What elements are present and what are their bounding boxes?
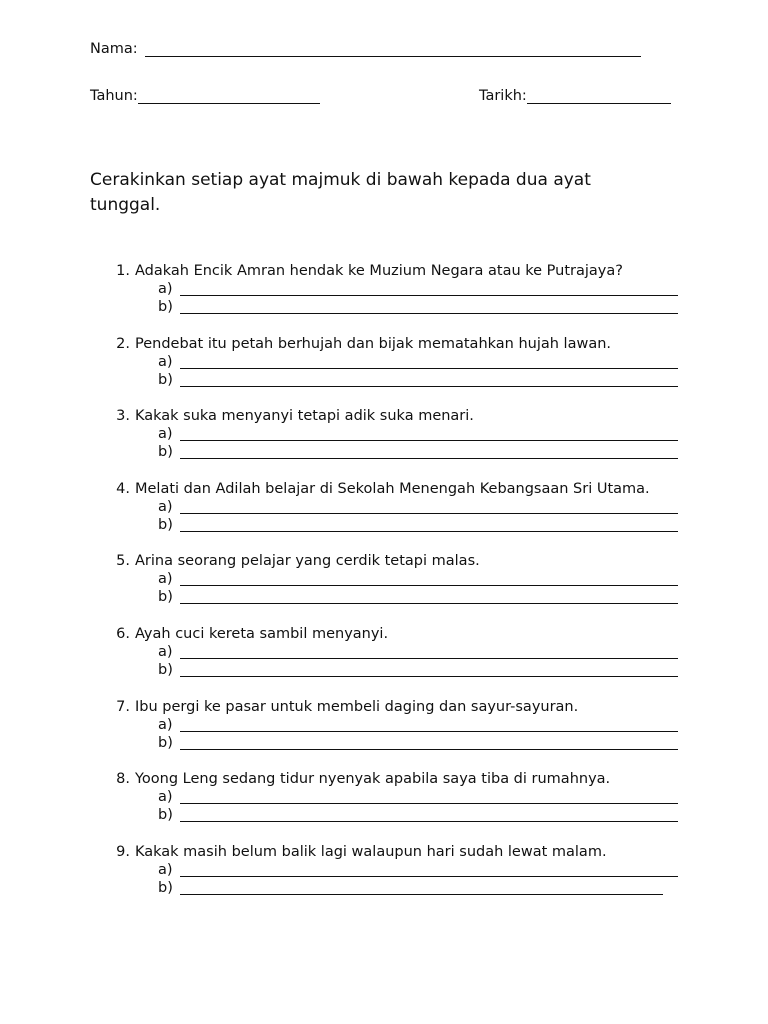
answer-label: a) xyxy=(158,861,173,878)
question-number: 2. xyxy=(116,335,130,352)
answer-label: a) xyxy=(158,643,173,660)
year-field-row xyxy=(90,87,320,105)
name-answer-line[interactable] xyxy=(145,41,641,57)
answer-label: b) xyxy=(158,371,173,388)
answer-label: b) xyxy=(158,807,173,824)
answer-line[interactable] xyxy=(180,368,678,369)
answer-label: a) xyxy=(158,498,173,515)
answer-line[interactable] xyxy=(180,295,678,296)
question-number: 9. xyxy=(116,843,130,860)
question-text: Melati dan Adilah belajar di Sekolah Menengah Kebangsaan Sri Utama. xyxy=(135,480,650,497)
answer-line[interactable] xyxy=(180,658,678,659)
answer-label: b) xyxy=(158,516,173,533)
answer-line[interactable] xyxy=(180,458,678,459)
answer-label: b) xyxy=(158,444,173,461)
name-field-row xyxy=(90,40,641,58)
question-number: 5. xyxy=(116,553,130,570)
question-text: Ibu pergi ke pasar untuk membeli daging dan sayur-sayuran. xyxy=(135,698,579,715)
answer-line[interactable] xyxy=(180,313,678,314)
answer-label: b) xyxy=(158,589,173,606)
answer-line[interactable] xyxy=(180,821,678,822)
answer-label: b) xyxy=(158,879,173,896)
answer-line[interactable] xyxy=(180,603,678,604)
question-number: 7. xyxy=(116,698,130,715)
answer-label: a) xyxy=(158,716,173,733)
answer-line[interactable] xyxy=(180,749,678,750)
date-answer-line[interactable] xyxy=(527,88,671,104)
question-text: Kakak masih belum balik lagi walaupun hari sudah lewat malam. xyxy=(135,843,607,860)
question-text: Yoong Leng sedang tidur nyenyak apabila saya tiba di rumahnya. xyxy=(135,771,611,788)
question-text: Adakah Encik Amran hendak ke Muzium Negara atau ke Putrajaya? xyxy=(135,263,623,279)
date-label: Tarikh: xyxy=(479,88,527,104)
answer-line[interactable] xyxy=(180,513,678,514)
answer-line[interactable] xyxy=(180,894,663,895)
question-number: 8. xyxy=(116,771,130,788)
answer-label: b) xyxy=(158,661,173,678)
answer-line[interactable] xyxy=(180,731,678,732)
question-number: 3. xyxy=(116,408,130,425)
year-label: Tahun: xyxy=(90,88,138,104)
answer-label: b) xyxy=(158,734,173,751)
answer-line[interactable] xyxy=(180,803,678,804)
answer-label: a) xyxy=(158,281,173,297)
answer-line[interactable] xyxy=(180,440,678,441)
question-number: 4. xyxy=(116,480,130,497)
question-text: Arina seorang pelajar yang cerdik tetapi malas. xyxy=(135,553,480,570)
question-text: Ayah cuci kereta sambil menyanyi. xyxy=(135,625,389,642)
answer-line[interactable] xyxy=(180,531,678,532)
date-field-row xyxy=(479,87,671,105)
question-number: 6. xyxy=(116,625,130,642)
name-label: Nama: xyxy=(90,41,138,57)
question-number: 1. xyxy=(116,263,130,279)
answer-label: a) xyxy=(158,426,173,443)
answer-label: a) xyxy=(158,571,173,588)
answer-line[interactable] xyxy=(180,876,678,877)
year-answer-line[interactable] xyxy=(138,88,320,104)
answer-line[interactable] xyxy=(180,386,678,387)
question-text: Pendebat itu petah berhujah dan bijak mematahkan hujah lawan. xyxy=(135,335,612,352)
answer-label: b) xyxy=(158,299,173,315)
answer-label: a) xyxy=(158,353,173,370)
answer-line[interactable] xyxy=(180,676,678,677)
instruction-heading: Cerakinkan setiap ayat majmuk di bawah kepada dua ayat tunggal. xyxy=(90,170,591,215)
answer-label: a) xyxy=(158,789,173,806)
question-text: Kakak suka menyanyi tetapi adik suka menari. xyxy=(135,408,474,425)
answer-line[interactable] xyxy=(180,585,678,586)
